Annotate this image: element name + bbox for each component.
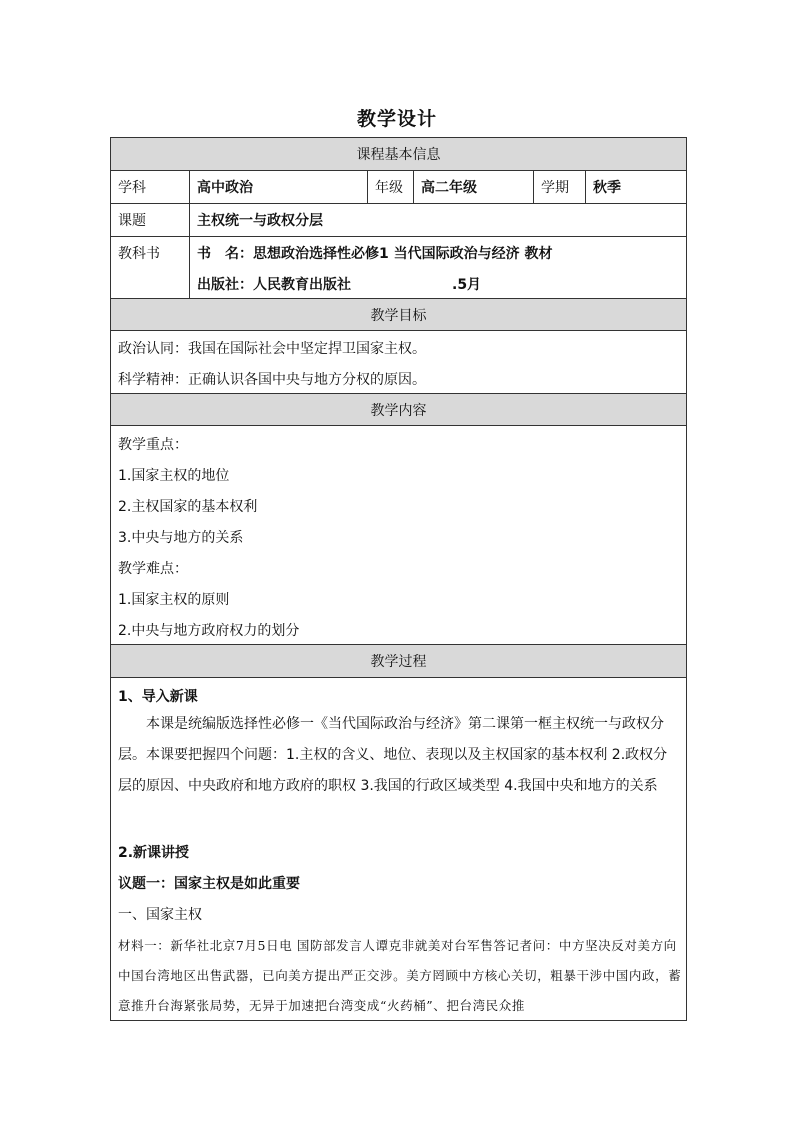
key-point-item: 1.国家主权的地位 [118, 468, 230, 484]
key-points-title: 教学重点： [118, 437, 188, 453]
section-header-basic-info [111, 138, 686, 171]
textbook-book-line: 书 名：思想政治选择性必修1 当代国际政治与经济 教材 [197, 246, 553, 262]
subject-value: 高中政治 [197, 180, 253, 196]
subject-label: 学科 [118, 180, 146, 196]
textbook-label: 教科书 [118, 246, 160, 262]
lesson-plan-table [110, 137, 687, 1021]
topic-value: 主权统一与政权分层 [197, 213, 323, 229]
section-header-goals [111, 299, 686, 331]
grade-value: 高二年级 [421, 180, 477, 196]
difficult-point-item: 2.中央与地方政府权力的划分 [118, 623, 300, 639]
section-header-process [111, 645, 686, 678]
textbook-date: .5月 [452, 277, 482, 293]
step2-title: 2.新课讲授 [118, 845, 190, 861]
material1-text: 材料一：新华社北京7月5日电 国防部发言人谭克非就美对台军售答记者问：中方坚决反对美方向中国台湾地区出售武器，已向美方提出严正交涉。美方罔顾中方核心关切，粗暴干涉中国内政，蓄意推升台海紧张局势，无异于加速把台湾变成“火药桶”、把台湾民众推 [118, 938, 682, 1013]
key-point-item: 2.主权国家的基本权利 [118, 499, 258, 515]
info-row-textbook [111, 237, 686, 299]
info-row-subject [111, 171, 686, 204]
difficult-points-title: 教学难点： [118, 561, 188, 577]
difficult-point-item: 1.国家主权的原则 [118, 592, 230, 608]
material1-paragraph [118, 931, 682, 1021]
goals-block [111, 331, 686, 394]
intro-paragraph [118, 709, 678, 802]
section-header-content [111, 394, 686, 426]
page-title: 教学设计 [356, 108, 437, 130]
goal-item: 政治认同：我国在国际社会中坚定捍卫国家主权。 [118, 341, 426, 357]
process-block [111, 678, 686, 1020]
section-title-process: 教学过程 [370, 654, 427, 670]
term-label: 学期 [541, 180, 569, 196]
grade-label: 年级 [375, 180, 403, 196]
step1-title: 1、导入新课 [118, 689, 198, 705]
section-title-basic-info: 课程基本信息 [356, 147, 441, 163]
section-title-goals: 教学目标 [370, 307, 427, 324]
section-title-content: 教学内容 [370, 402, 427, 419]
topic-label: 课题 [118, 213, 146, 229]
textbook-publisher-line: 出版社：人民教育出版社 [197, 277, 351, 293]
issue1-title: 议题一：国家主权是如此重要 [118, 876, 300, 892]
key-point-item: 3.中央与地方的关系 [118, 530, 244, 546]
goal-item: 科学精神：正确认识各国中央与地方分权的原因。 [118, 372, 426, 388]
intro-text: 本课是统编版选择性必修一《当代国际政治与经济》第二课第一框主权统一与政权分层。本课要把握四个问题：1.主权的含义、地位、表现以及主权国家的基本权利 2.政权分层的原因、中央政府和地方政府的职权 3.我国的行政区域类型 4.我国中央和地方的关系 [118, 716, 668, 794]
section1-title: 一、国家主权 [118, 907, 202, 923]
content-block [111, 426, 686, 645]
term-value: 秋季 [593, 180, 621, 196]
info-row-topic [111, 204, 686, 237]
